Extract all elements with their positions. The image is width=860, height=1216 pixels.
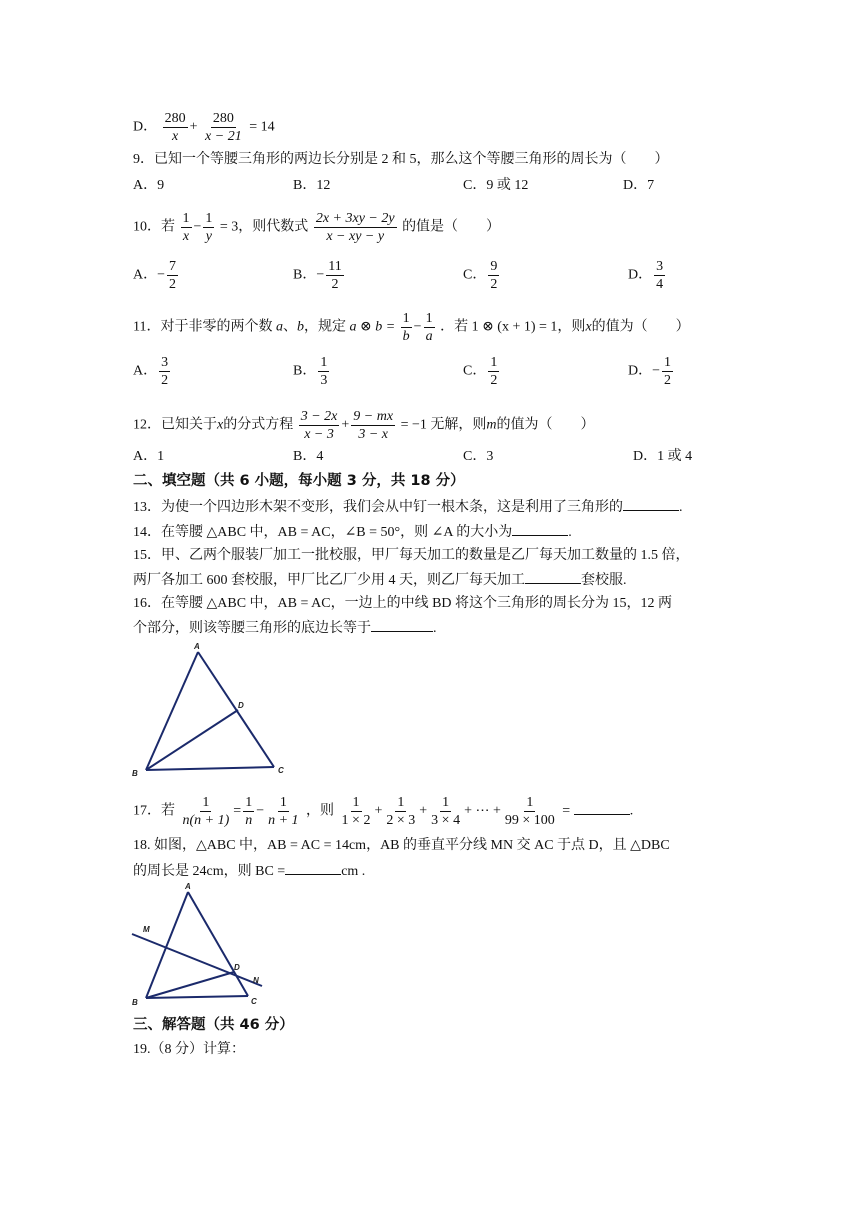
- q9-option-b: B．12: [293, 178, 331, 193]
- label-b: B: [132, 998, 138, 1007]
- q18-line2: 的周长是 24cm，则 BC = cm .: [133, 860, 365, 882]
- q9-option-c: C．9 或 12: [463, 178, 529, 193]
- q12-option-c: C．3: [463, 449, 494, 464]
- q8-option-d: D． $\frac{280}{x}$ + $\frac{280}{x - 21}$ = 14: [133, 111, 275, 144]
- q10-option-a: A．− $\frac{7}{2}$: [133, 259, 177, 292]
- q10-stem: 10．若 $\frac{1}{x}$ − $\frac{1}{y}$ = 3，则代数式 $\frac{2x + 3xy - 2y}{x - xy - y}$ 的值是（ ）: [133, 211, 501, 244]
- q11-option-b: B． $\frac{1}{3}$: [293, 355, 328, 388]
- q16-line1: 16．在等腰 △ABC 中，AB = AC，一边上的中线 BD 将这个三角形的周长分为 15，12 两: [133, 596, 673, 611]
- expression-fraction: $\frac{2x + 3xy - 2y}{x - xy - y}$: [315, 211, 395, 244]
- triangle-figure-q18: [128, 880, 273, 1010]
- q16-line2: 个部分，则该等腰三角形的底边长等于 .: [133, 617, 437, 639]
- triangle-figure-q16: [128, 640, 293, 780]
- q11-stem: 11．对于非零的两个数 a、b，规定 a ⊗ b = $\frac{1}{b}$ − $\frac{1}{a}$ ．若 1 ⊗ (x + 1) = 1，则x的值为（ ）: [133, 311, 690, 344]
- q11-option-a: A． $\frac{3}{2}$: [133, 355, 169, 388]
- label-c: C: [278, 766, 284, 775]
- q15-line1: 15．甲、乙两个服装厂加工一批校服，甲厂每天加工的数量是乙厂每天加工数量的 1.5 倍，: [133, 548, 690, 563]
- q12-option-b: B．4: [293, 449, 324, 464]
- label-a: A: [185, 882, 191, 891]
- q11-option-c: C． $\frac{1}{2}$: [463, 355, 498, 388]
- section-2-heading: 二、填空题（共 6 小题，每小题 3 分，共 18 分）: [133, 473, 465, 489]
- label-n: N: [253, 976, 259, 985]
- q9-option-a: A．9: [133, 178, 165, 193]
- q12-option-d: D．1 或 4: [633, 449, 693, 464]
- label-b: B: [132, 769, 138, 778]
- q18-line1: 18. 如图，△ABC 中，AB = AC = 14cm，AB 的垂直平分线 MN 交 AC 于点 D，且 △DBC: [133, 838, 670, 853]
- q12-stem: 12．已知关于x的分式方程 $\frac{3 - 2x}{x - 3}$ + $\frac{9 - mx}{3 - x}$ = −1 无解，则m的值为（ ）: [133, 409, 595, 442]
- q10-option-c: C． $\frac{9}{2}$: [463, 259, 498, 292]
- q17: 17．若 $\frac{1}{n(n + 1)}$ = $\frac{1}{n}$ − $\frac{1}{n + 1}$ ，则 $\frac{1}{1 \times 2}$ + $\frac{1}{2 \times 3}$ + $\frac{1}{3 \times 4}$ + ⋯ + $\frac{1}{99 \times 100}$ = .: [133, 795, 634, 828]
- q15-line2: 两厂各加工 600 套校服，甲厂比乙厂少用 4 天，则乙厂每天加工 套校服.: [133, 569, 627, 591]
- q11-option-d: D．− $\frac{1}{2}$: [628, 355, 672, 388]
- q14: 14．在等腰 △ABC 中，AB = AC，∠B = 50°，则 ∠A 的大小为 .: [133, 521, 572, 543]
- fraction: $\frac{280}{x - 21}$: [205, 111, 242, 144]
- label-d: D: [234, 963, 240, 972]
- q9-stem: 9．已知一个等腰三角形的两边长分别是 2 和 5，那么这个等腰三角形的周长为（ ）: [133, 152, 669, 167]
- fraction: $\frac{280}{x}$: [164, 111, 186, 144]
- q10-option-b: B．− $\frac{11}{2}$: [293, 259, 342, 292]
- label-d: D: [238, 701, 244, 710]
- q9-option-d: D．7: [623, 178, 655, 193]
- q19: 19.（8 分）计算：: [133, 1042, 245, 1057]
- label-a: A: [194, 642, 200, 651]
- q12-option-a: A．1: [133, 449, 165, 464]
- q13: 13．为使一个四边形木架不变形，我们会从中钉一根木条，这是利用了三角形的 .: [133, 496, 683, 518]
- label-m: M: [143, 925, 150, 934]
- q10-option-d: D． $\frac{3}{4}$: [628, 259, 664, 292]
- label-c: C: [251, 997, 257, 1006]
- section-3-heading: 三、解答题（共 46 分）: [133, 1017, 294, 1033]
